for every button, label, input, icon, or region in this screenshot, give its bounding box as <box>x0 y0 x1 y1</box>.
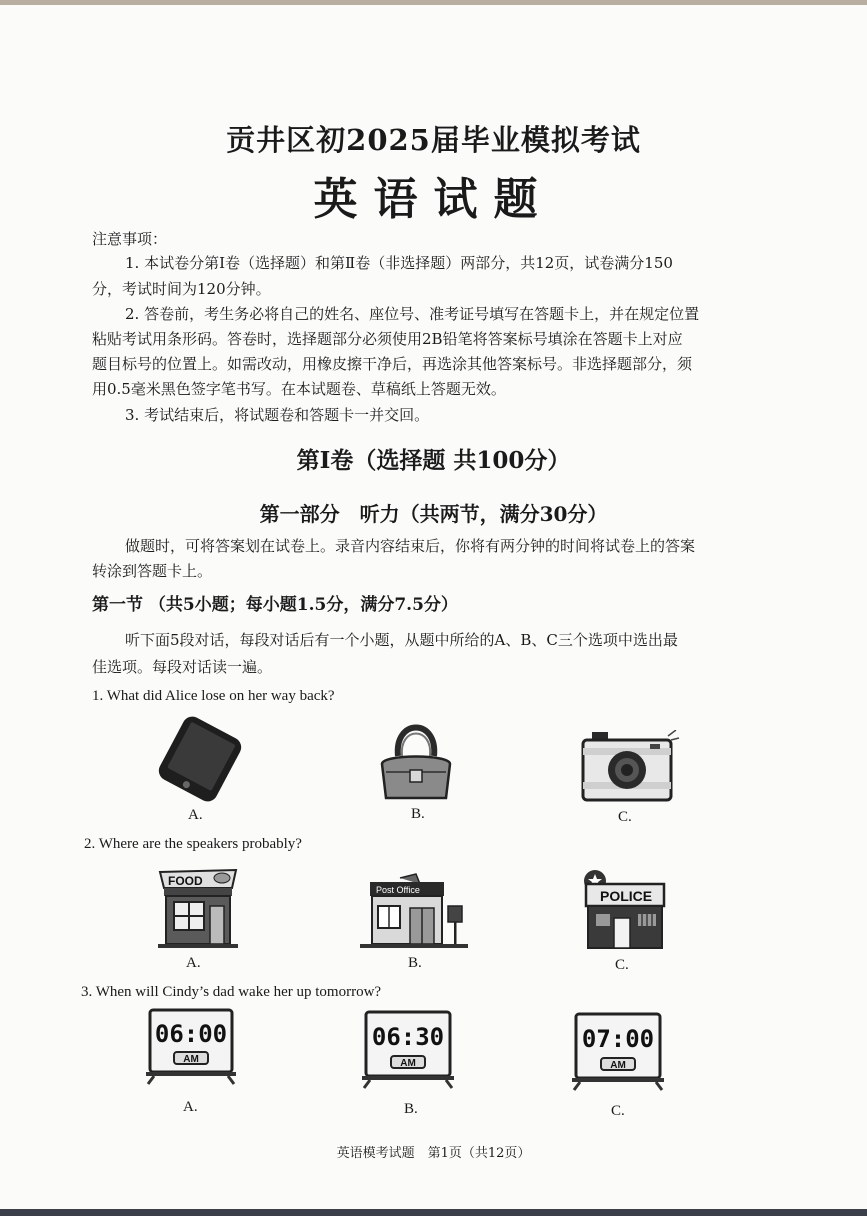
notes-line: 2. 答卷前，考生务必将自己的姓名、座位号、准考证号填写在答题卡上，并在规定位置 <box>125 305 700 323</box>
option-label: A. <box>188 807 203 823</box>
section-instructions: 听下面5段对话，每段对话后有一个小题，从题中所给的A、B、C三个选项中选出最 <box>125 631 678 649</box>
option-label: C. <box>611 1103 625 1119</box>
subject-title: 英语试题 <box>313 174 554 225</box>
section-instructions: 佳选项。每段对话读一遍。 <box>92 658 273 676</box>
option-label: A. <box>186 955 201 971</box>
clock-icon <box>360 1010 456 1092</box>
notes-line: 粘贴考试用条形码。答卷时，选择题部分必须使用2B铅笔将答案标号填涂在答题卡上对应 <box>92 330 683 348</box>
notes-line: 3. 考试结束后，将试题卷和答题卡一并交回。 <box>125 406 430 424</box>
part-intro: 做题时，可将答案划在试卷上。录音内容结束后，你将有两分钟的时间将试卷上的答案 <box>125 537 696 555</box>
question-text: 2. Where are the speakers probably? <box>84 836 302 852</box>
post-office-sign-text: Post Office <box>376 885 420 895</box>
handbag-icon <box>376 712 456 804</box>
notes-line: 1. 本试卷分第Ⅰ卷（选择题）和第Ⅱ卷（非选择题）两部分，共12页，试卷满分150 <box>125 254 673 272</box>
clock-ampm-text: AM <box>610 1060 626 1071</box>
clock-ampm-text: AM <box>183 1054 199 1065</box>
clock-time-text: 06:30 <box>371 1023 445 1051</box>
part-title: 第一部分 听力（共两节，满分30分） <box>259 502 608 526</box>
notes-line: 题目标号的位置上。如需改动，用橡皮擦干净后，再选涂其他答案标号。非选择题部分，须 <box>92 355 693 373</box>
option-label: B. <box>404 1101 418 1117</box>
section-title: 第一节 （共5小题；每小题1.5分，满分7.5分） <box>92 595 458 615</box>
page-bottom-edge <box>0 1209 867 1216</box>
question-text: 3. When will Cindy’s dad wake her up tomorrow? <box>81 984 382 1000</box>
clock-icon <box>570 1012 666 1094</box>
camera-icon <box>580 730 680 804</box>
smartphone-icon <box>148 714 252 804</box>
option-label: C. <box>618 809 632 825</box>
post-office-icon <box>360 872 468 950</box>
volume-title: 第Ⅰ卷（选择题 共100分） <box>296 447 571 474</box>
question-text: 1. What did Alice lose on her way back? <box>92 688 335 704</box>
part-intro: 转涂到答题卡上。 <box>92 562 213 580</box>
notes-line: 分，考试时间为120分钟。 <box>92 280 271 298</box>
option-label: B. <box>411 806 425 822</box>
notes-heading: 注意事项： <box>92 230 168 248</box>
page-footer: 英语模考试题 第1页（共12页） <box>336 1146 531 1161</box>
clock-time-text: 07:00 <box>581 1025 655 1053</box>
option-label: B. <box>408 955 422 971</box>
exam-title: 贡井区初2025届毕业模拟考试 <box>226 123 641 157</box>
food-sign-text: FOOD <box>168 874 203 888</box>
food-shop-icon <box>154 866 242 950</box>
clock-time-text: 06:00 <box>154 1020 228 1048</box>
notes-line: 用0.5毫米黑色签字笔书写。在本试题卷、草稿纸上答题无效。 <box>92 380 506 398</box>
clock-icon <box>144 1008 240 1088</box>
option-label: C. <box>615 957 629 973</box>
page-top-edge <box>0 0 867 5</box>
police-station-icon <box>582 868 668 952</box>
police-sign-text: POLICE <box>600 888 653 904</box>
option-label: A. <box>183 1099 198 1115</box>
clock-ampm-text: AM <box>400 1058 416 1069</box>
